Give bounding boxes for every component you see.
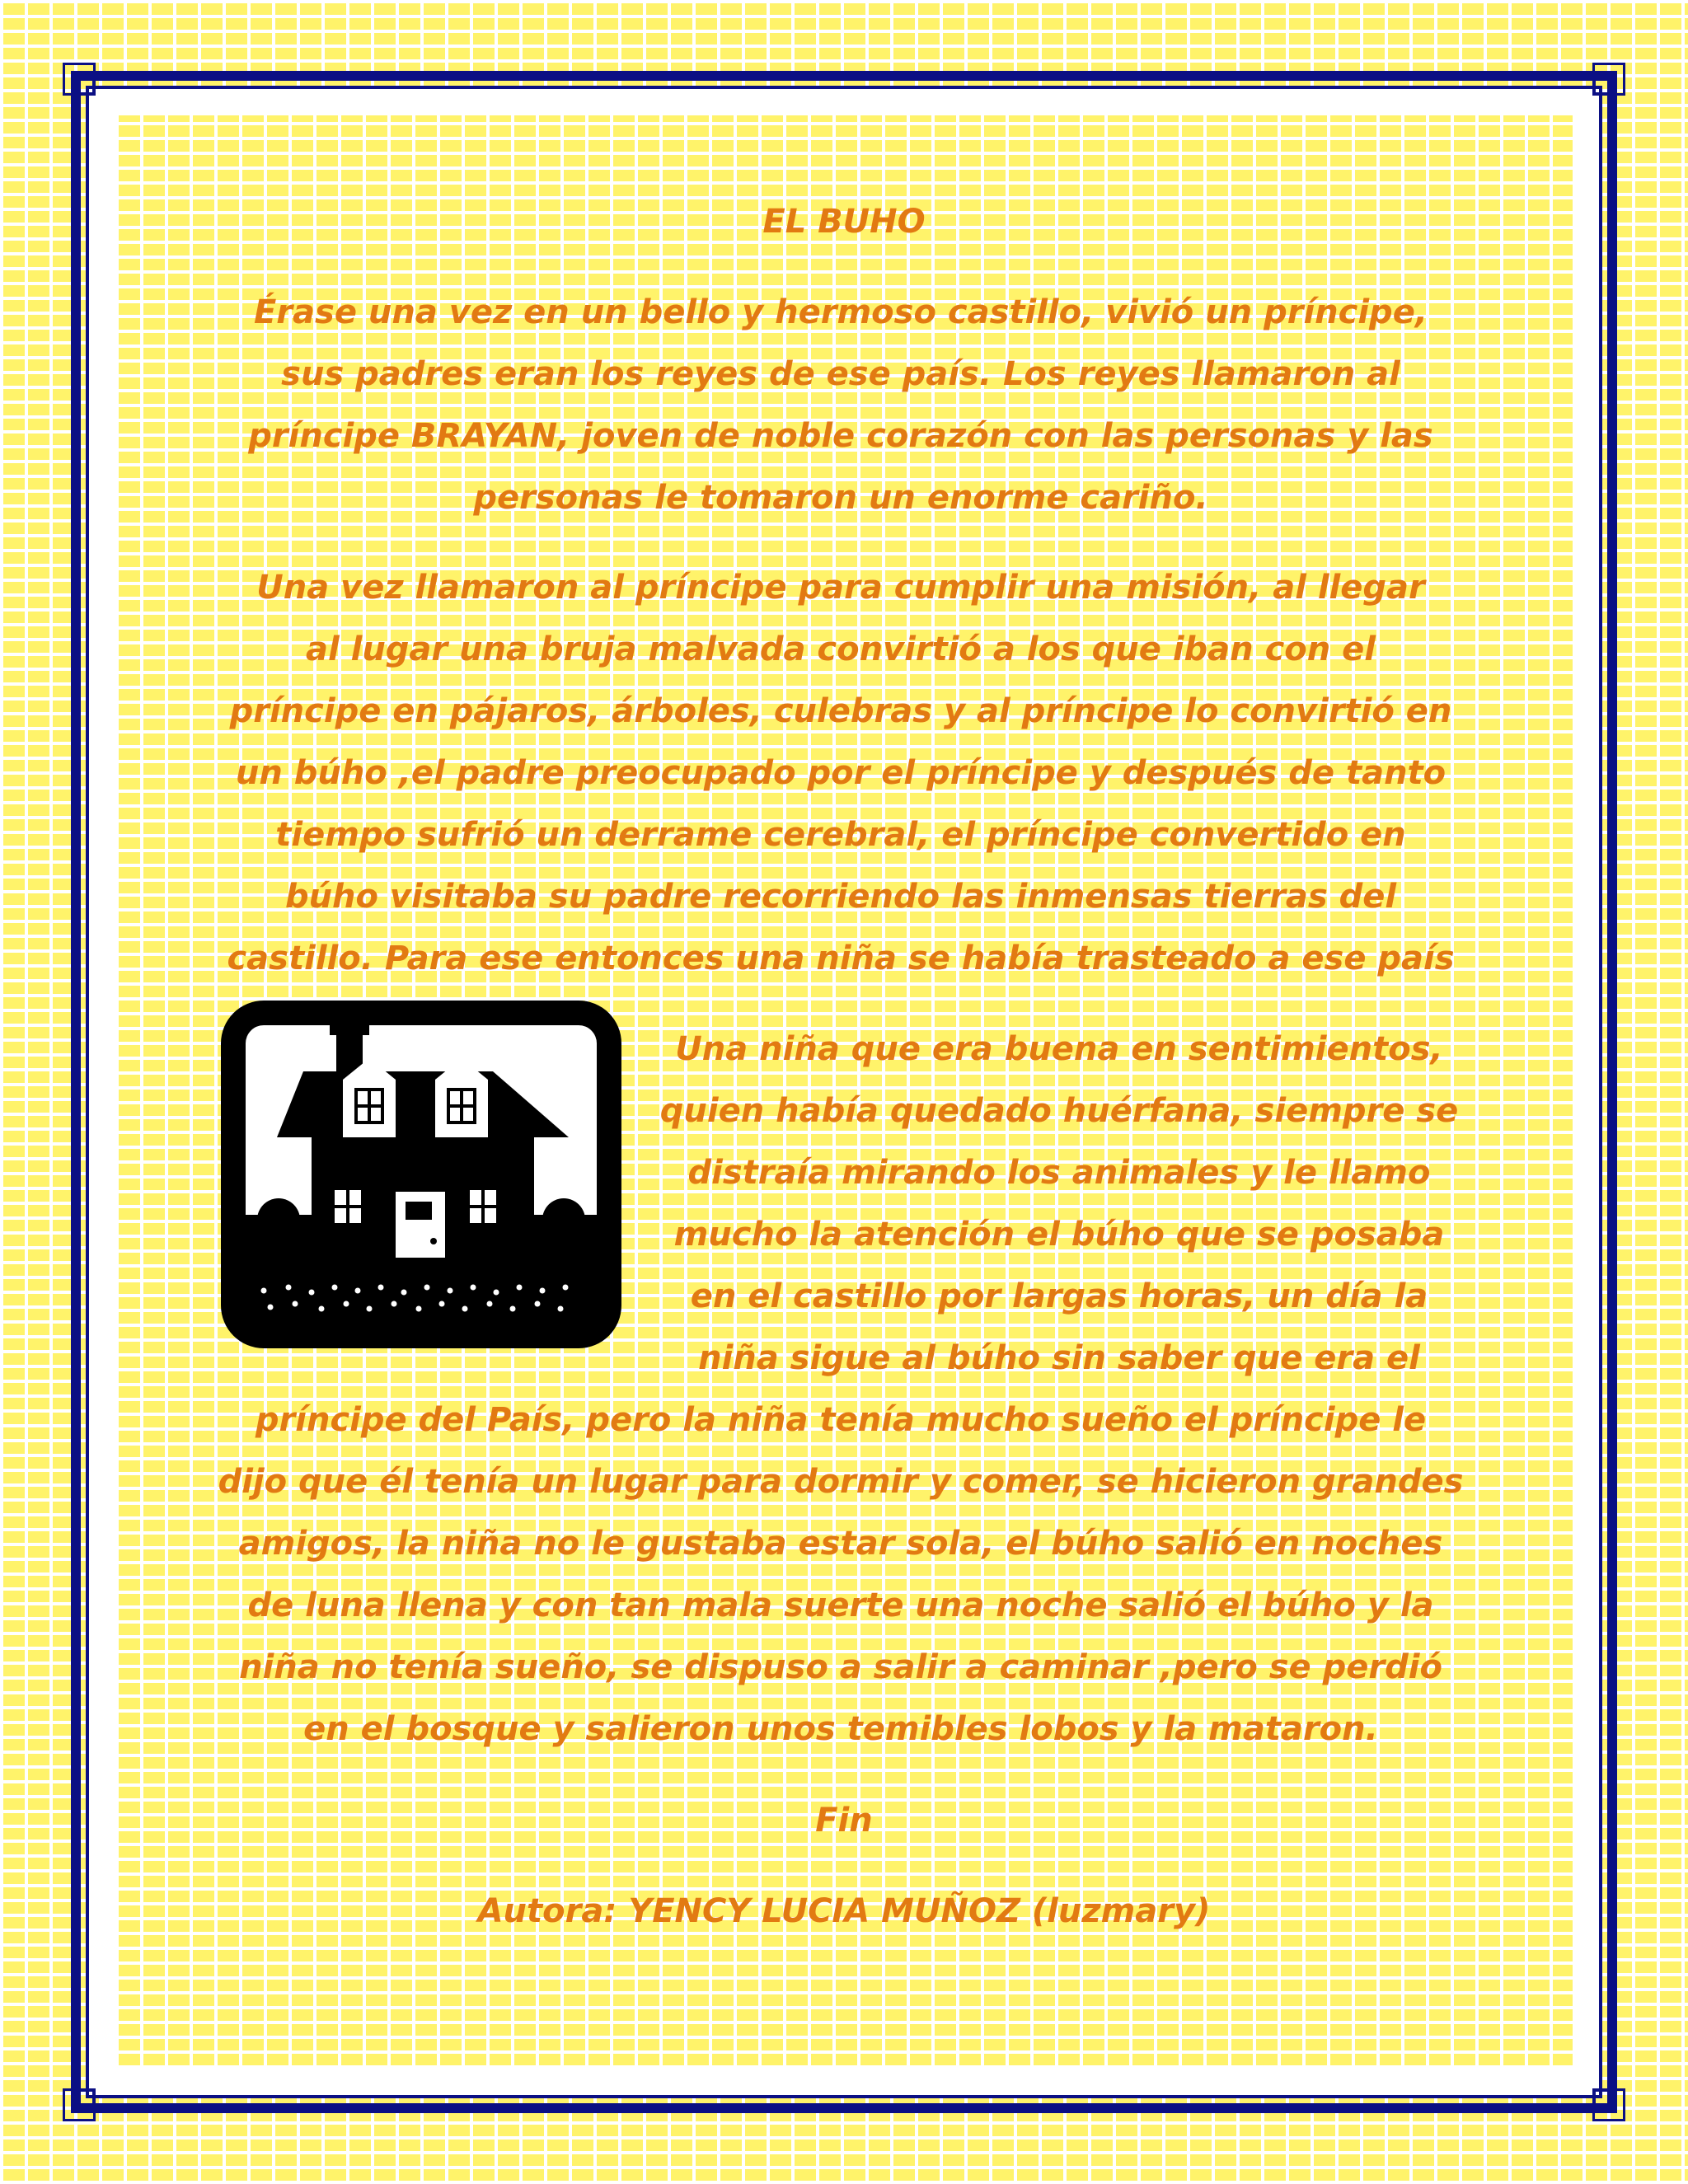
border-corner-ornament	[1592, 63, 1625, 96]
border-corner-ornament	[1592, 2088, 1625, 2121]
story-paragraph-3-continued: príncipe del País, pero la niña tenía mucho sueño el príncipe le dijo que él tenía un lugar para dormir y comer, se hicieron grandes amigos, la niña no le gustaba estar sola, el búho salió en noches de luna llena y con tan mala suerte una noche salió el búho y la niña no tenía sueño, se dispuso a salir a caminar ,pero se perdió en el bosque y salieron unos temibles lobos y la mataron.	[218, 1401, 1464, 1748]
story-title: EL BUHO	[762, 203, 926, 241]
house-icon	[221, 1001, 621, 1348]
story-paragraph-2: Una vez llamaron al príncipe para cumplir una misión, al llegar al lugar una bruja malvada convirtió a los que iban con el príncipe en pájaros, árboles, culebras y al príncipe lo convirtió en un búho ,el padre preocupado por el príncipe y después de tanto tiempo sufrió un derrame cerebral, el príncipe convertido en búho visitaba su padre recorriendo las inmensas tierras del castillo. Para ese entonces una niña se había trasteado a ese país	[227, 569, 1455, 977]
border-corner-ornament	[63, 2088, 96, 2121]
story-author: Autora: YENCY LUCIA MUÑOZ (luzmary)	[477, 1892, 1211, 1930]
story-paragraph-3-beside-image: Una niña que era buena en sentimientos, quien había quedado huérfana, siempre se distraía mirando los animales y le llamo mucho la atención el búho que se posaba en el castillo por largas horas, un día la niña sigue al búho sin saber que era el	[659, 1030, 1459, 1377]
border-corner-ornament	[63, 63, 96, 96]
story-ending: Fin	[815, 1802, 873, 1840]
story-paragraph-1: Érase una vez en un bello y hermoso castillo, vivió un príncipe, sus padres eran los reyes de ese país. Los reyes llamaron al príncipe BRAYAN, joven de noble corazón con las personas y las personas le tomaron un enorme cariño.	[248, 293, 1433, 517]
